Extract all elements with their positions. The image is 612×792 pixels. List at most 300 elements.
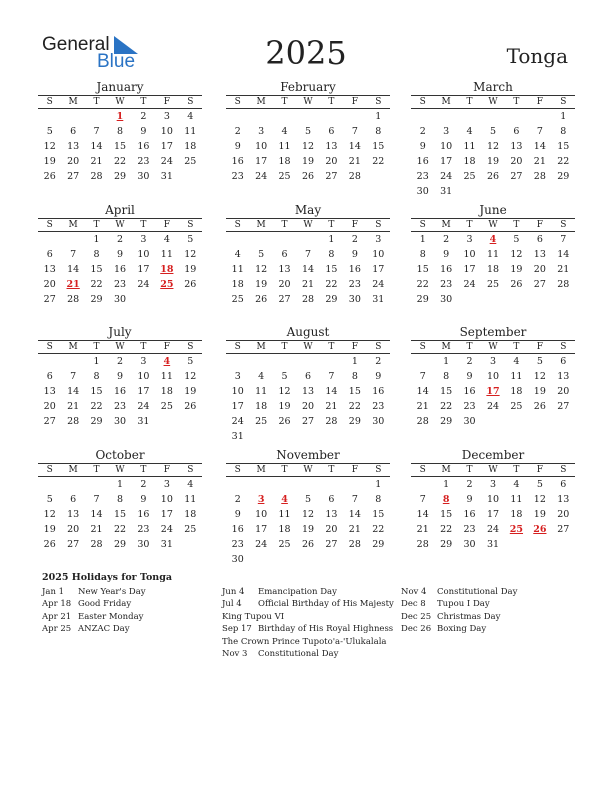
holiday-name: Constitutional Day [258, 649, 339, 660]
day: 14 [325, 386, 338, 397]
day: 8 [375, 126, 382, 137]
day-grid [226, 354, 390, 444]
month-september [411, 325, 575, 429]
empty-day [61, 232, 84, 247]
weekday-label: S [187, 465, 194, 475]
holiday-date: Jun 4 [222, 587, 245, 597]
day: 27 [67, 539, 80, 550]
empty-day [411, 477, 434, 492]
weekday-label: T [328, 97, 335, 107]
weekday-header [411, 340, 575, 354]
empty-day [226, 109, 249, 124]
day: 12 [255, 264, 268, 275]
day: 27 [325, 539, 338, 550]
empty-day [273, 232, 296, 247]
day: 31 [160, 539, 173, 550]
day: 6 [328, 126, 335, 137]
holiday-date: Sep 17 [222, 624, 252, 635]
empty-day [226, 232, 249, 247]
weekday-label: T [466, 97, 473, 107]
day: 10 [160, 126, 173, 137]
weekday-label: W [488, 342, 498, 352]
weekday-label: W [303, 220, 313, 230]
holiday-day: 4 [281, 494, 288, 505]
day: 15 [113, 141, 127, 152]
holiday-name: Easter Monday [78, 611, 144, 622]
day: 20 [43, 279, 56, 290]
day: 7 [560, 234, 567, 245]
day: 14 [416, 386, 429, 397]
day: 4 [187, 111, 194, 122]
day: 19 [43, 156, 56, 167]
month-name: December [461, 448, 525, 462]
day: 20 [557, 509, 570, 520]
holiday-day: 3 [257, 494, 265, 505]
day: 18 [486, 264, 500, 275]
day: 27 [43, 416, 56, 427]
month-name: February [280, 80, 336, 94]
weekday-label: M [68, 342, 78, 352]
day: 1 [375, 479, 382, 490]
weekday-label: M [441, 465, 451, 475]
day: 7 [419, 371, 426, 382]
day-grid [411, 109, 575, 199]
day: 31 [231, 431, 244, 442]
weekday-header [38, 95, 202, 109]
day: 5 [281, 371, 288, 382]
holiday-name: Constitutional Day [437, 587, 518, 597]
day: 3 [375, 234, 382, 245]
day: 13 [67, 141, 80, 152]
empty-day [249, 477, 272, 492]
day: 28 [348, 171, 361, 182]
day-grid [38, 477, 202, 552]
day: 26 [184, 401, 197, 412]
day: 21 [557, 264, 570, 275]
day: 29 [90, 416, 103, 427]
holiday-day: 25 [509, 524, 524, 535]
day: 8 [116, 494, 124, 505]
day: 3 [466, 234, 473, 245]
day: 2 [443, 234, 450, 245]
month-june [411, 203, 575, 307]
month-october [38, 448, 202, 552]
holiday-name: Emancipation Day [258, 587, 337, 597]
day: 6 [46, 371, 53, 382]
day: 11 [160, 371, 173, 382]
day: 6 [304, 371, 312, 382]
empty-day [411, 354, 434, 369]
day: 26 [301, 539, 315, 550]
weekday-header [226, 218, 390, 232]
day: 29 [113, 539, 127, 550]
day: 29 [90, 294, 103, 305]
day: 7 [536, 126, 543, 137]
weekday-header [38, 463, 202, 477]
empty-day [296, 109, 319, 124]
weekday-label: W [488, 97, 498, 107]
empty-day [411, 109, 434, 124]
day: 25 [463, 171, 476, 182]
day: 20 [278, 279, 291, 290]
empty-day [458, 109, 481, 124]
weekday-label: T [140, 97, 147, 107]
day: 25 [278, 539, 291, 550]
day: 5 [513, 234, 520, 245]
day: 11 [510, 494, 523, 505]
day: 10 [440, 141, 453, 152]
day: 23 [463, 524, 476, 535]
weekday-label: T [281, 220, 288, 230]
day: 17 [137, 264, 150, 275]
day: 9 [443, 249, 450, 260]
day: 13 [510, 141, 523, 152]
day: 22 [90, 401, 103, 412]
day: 7 [351, 494, 358, 505]
empty-day [38, 477, 61, 492]
day: 8 [560, 126, 567, 137]
day: 14 [533, 141, 546, 152]
day: 19 [533, 386, 546, 397]
weekday-label: T [466, 465, 473, 475]
day: 25 [255, 416, 268, 427]
weekday-label: S [46, 220, 53, 230]
holiday-column [222, 586, 394, 660]
day: 17 [255, 524, 268, 535]
day: 9 [419, 141, 426, 152]
day: 21 [533, 156, 546, 167]
day: 6 [46, 249, 53, 260]
weekday-label: S [419, 220, 426, 230]
day: 3 [489, 479, 497, 490]
day: 31 [486, 539, 500, 550]
day: 14 [301, 264, 315, 275]
day: 15 [440, 509, 453, 520]
holiday-date: Dec 8 [401, 599, 426, 610]
day: 20 [325, 524, 338, 535]
day: 23 [372, 401, 385, 412]
day: 8 [116, 126, 124, 137]
day: 6 [70, 126, 77, 137]
day: 19 [184, 386, 197, 397]
weekday-label: F [163, 97, 170, 107]
weekday-header [411, 463, 575, 477]
weekday-label: W [488, 465, 498, 475]
weekday-header [226, 340, 390, 354]
weekday-label: F [163, 220, 170, 230]
day: 18 [184, 141, 197, 152]
weekday-label: S [187, 220, 194, 230]
day: 25 [486, 279, 500, 290]
weekday-label: S [234, 97, 241, 107]
day: 24 [440, 171, 453, 182]
holiday-day: 25 [160, 279, 174, 290]
holiday-entry [42, 623, 146, 635]
day: 13 [557, 494, 570, 505]
day: 22 [113, 156, 127, 167]
day: 22 [557, 156, 570, 167]
day: 17 [463, 264, 476, 275]
day: 22 [416, 279, 429, 290]
month-name: April [105, 203, 135, 217]
weekday-label: F [536, 220, 543, 230]
holiday-entry [42, 598, 146, 610]
weekday-label: S [419, 465, 426, 475]
day: 30 [113, 416, 127, 427]
day: 2 [419, 126, 426, 137]
day: 29 [440, 416, 453, 427]
day: 15 [90, 386, 103, 397]
day: 23 [113, 279, 127, 290]
day: 4 [466, 126, 473, 137]
weekday-label: W [303, 97, 313, 107]
day: 11 [184, 126, 197, 137]
weekday-label: S [560, 342, 567, 352]
weekday-label: T [140, 465, 147, 475]
empty-day [249, 354, 272, 369]
day: 12 [510, 249, 523, 260]
day: 13 [43, 386, 56, 397]
day: 12 [43, 509, 56, 520]
day: 10 [463, 249, 476, 260]
day: 5 [258, 249, 265, 260]
day: 23 [113, 401, 127, 412]
day: 28 [348, 539, 361, 550]
day: 19 [510, 264, 523, 275]
weekday-label: S [234, 220, 241, 230]
day: 5 [489, 126, 497, 137]
day: 2 [116, 356, 124, 367]
day: 19 [255, 279, 268, 290]
day-grid [226, 232, 390, 307]
weekday-label: F [163, 342, 170, 352]
day: 8 [93, 371, 100, 382]
day: 30 [372, 416, 385, 427]
day: 7 [70, 249, 77, 260]
day: 6 [560, 356, 567, 367]
day: 25 [278, 171, 291, 182]
weekday-label: T [93, 220, 100, 230]
day: 26 [533, 401, 546, 412]
day: 16 [416, 156, 429, 167]
day: 12 [533, 494, 546, 505]
day: 17 [255, 156, 268, 167]
day: 7 [419, 494, 426, 505]
holiday-day: 8 [442, 494, 450, 505]
day: 21 [416, 524, 429, 535]
day: 31 [440, 186, 453, 197]
day: 24 [137, 401, 150, 412]
holiday-date: Apr 18 [42, 599, 72, 610]
weekday-label: S [375, 342, 382, 352]
holiday-name: King Tupou VI [222, 611, 285, 622]
day: 13 [557, 371, 570, 382]
day: 12 [533, 371, 546, 382]
day: 18 [278, 524, 291, 535]
weekday-label: F [163, 465, 170, 475]
holiday-date: Jul 4 [222, 599, 242, 610]
empty-day [505, 109, 528, 124]
weekday-label: T [281, 342, 288, 352]
empty-day [273, 109, 296, 124]
day: 16 [463, 509, 476, 520]
day: 30 [416, 186, 429, 197]
empty-day [528, 109, 551, 124]
weekday-header [226, 463, 390, 477]
empty-day [320, 477, 343, 492]
day: 6 [560, 479, 567, 490]
empty-day [61, 354, 84, 369]
holiday-day: 21 [66, 279, 80, 290]
weekday-label: S [419, 342, 426, 352]
day: 7 [93, 126, 100, 137]
day: 18 [231, 279, 244, 290]
day: 6 [281, 249, 288, 260]
day: 15 [557, 141, 570, 152]
day: 6 [536, 234, 543, 245]
day: 6 [70, 494, 77, 505]
day: 10 [231, 386, 244, 397]
day: 4 [234, 249, 241, 260]
day: 28 [67, 294, 80, 305]
day: 3 [443, 126, 450, 137]
day: 21 [301, 279, 315, 290]
empty-day [61, 109, 84, 124]
day: 10 [137, 371, 150, 382]
weekday-label: S [187, 97, 194, 107]
empty-day [320, 354, 343, 369]
empty-day [296, 477, 319, 492]
day: 5 [304, 494, 312, 505]
weekday-label: M [256, 220, 266, 230]
weekday-header [411, 218, 575, 232]
day: 15 [113, 509, 127, 520]
day: 30 [463, 539, 476, 550]
empty-day [38, 232, 61, 247]
day: 7 [351, 126, 358, 137]
weekday-label: S [375, 220, 382, 230]
day: 30 [231, 554, 244, 565]
holiday-name: Christmas Day [437, 611, 501, 622]
day: 3 [163, 111, 170, 122]
empty-day [61, 477, 84, 492]
day: 30 [137, 171, 150, 182]
holiday-entry [222, 623, 394, 635]
day: 15 [348, 386, 361, 397]
month-february [226, 80, 390, 184]
day: 21 [348, 524, 361, 535]
weekday-label: T [466, 342, 473, 352]
holiday-entry [42, 586, 146, 598]
weekday-label: M [68, 465, 78, 475]
day: 11 [486, 249, 500, 260]
day: 9 [140, 126, 147, 137]
holiday-entry [401, 623, 517, 635]
day: 24 [372, 279, 385, 290]
day: 23 [440, 279, 453, 290]
day: 13 [301, 386, 315, 397]
empty-day [226, 354, 249, 369]
day: 29 [557, 171, 570, 182]
weekday-label: S [560, 220, 567, 230]
day: 8 [375, 494, 382, 505]
day: 21 [67, 401, 80, 412]
day: 16 [113, 264, 127, 275]
weekday-label: T [328, 220, 335, 230]
holiday-name: The Crown Prince Tupoto'a-'Ulukalala [222, 636, 387, 647]
day: 23 [348, 279, 361, 290]
day: 26 [255, 294, 268, 305]
weekday-label: T [466, 220, 473, 230]
day: 13 [67, 509, 80, 520]
day: 15 [90, 264, 103, 275]
day: 30 [348, 294, 361, 305]
holiday-date: Apr 25 [42, 624, 72, 635]
month-august [226, 325, 390, 444]
day: 10 [160, 494, 173, 505]
day: 11 [160, 249, 173, 260]
day: 30 [463, 416, 476, 427]
day: 13 [325, 509, 338, 520]
weekday-label: M [256, 97, 266, 107]
day: 21 [348, 156, 361, 167]
empty-day [320, 109, 343, 124]
empty-day [273, 477, 296, 492]
empty-day [85, 477, 108, 492]
day: 14 [557, 249, 570, 260]
day-grid [411, 232, 575, 307]
day: 27 [557, 401, 570, 412]
day: 18 [510, 386, 523, 397]
day: 18 [160, 386, 173, 397]
day: 19 [184, 264, 197, 275]
day: 31 [160, 171, 173, 182]
weekday-label: T [513, 220, 520, 230]
empty-day [85, 109, 108, 124]
day: 23 [416, 171, 429, 182]
day: 8 [328, 249, 335, 260]
day: 25 [184, 156, 197, 167]
day: 29 [440, 539, 453, 550]
day: 30 [113, 294, 127, 305]
day: 7 [328, 371, 335, 382]
empty-day [296, 354, 319, 369]
day: 18 [184, 509, 197, 520]
day: 11 [255, 386, 268, 397]
day: 29 [325, 294, 338, 305]
weekday-label: T [328, 465, 335, 475]
day: 25 [184, 524, 197, 535]
day: 29 [372, 539, 385, 550]
day: 9 [116, 371, 124, 382]
day-grid [411, 354, 575, 429]
day: 27 [510, 171, 523, 182]
day: 19 [533, 509, 546, 520]
weekday-label: M [68, 220, 78, 230]
day: 20 [43, 401, 56, 412]
day: 20 [510, 156, 523, 167]
day: 7 [70, 371, 77, 382]
holiday-name: ANZAC Day [78, 624, 130, 635]
day: 9 [375, 371, 382, 382]
day: 13 [278, 264, 291, 275]
empty-day [434, 109, 457, 124]
holiday-date: Dec 25 [401, 611, 432, 622]
month-march [411, 80, 575, 199]
weekday-label: S [419, 97, 426, 107]
day: 20 [67, 524, 80, 535]
weekday-label: W [303, 465, 313, 475]
